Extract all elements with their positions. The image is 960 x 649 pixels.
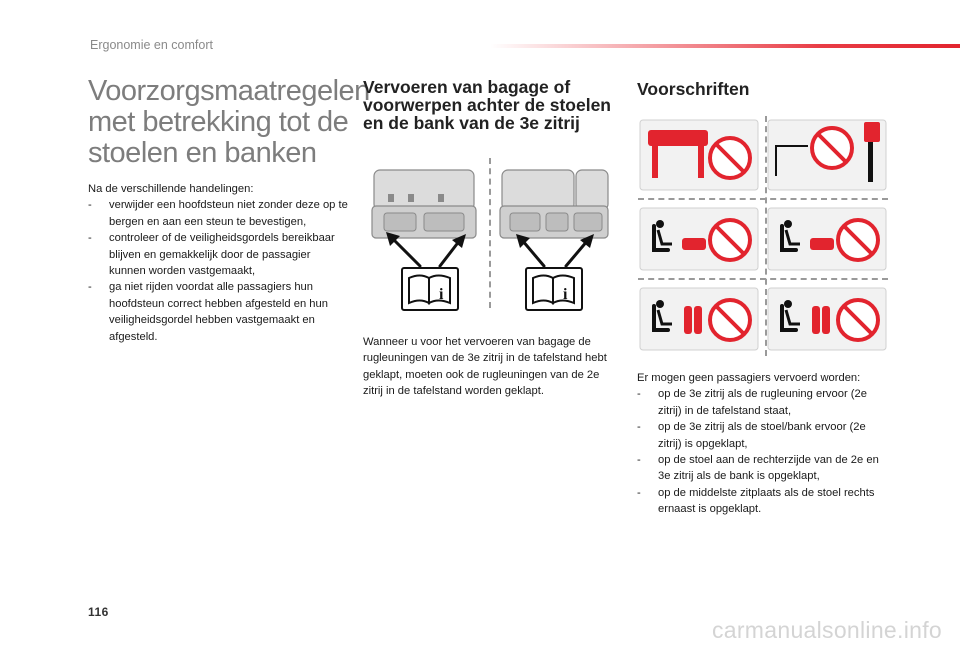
svg-text:i: i — [563, 286, 568, 303]
divider-dashed — [638, 198, 888, 200]
header-accent-line — [490, 44, 960, 48]
list-item: - op de 3e zitrij als de rugleuning ervoor (2e zitrij) in de tafelstand staat, — [637, 386, 887, 419]
rules-grid-illustration — [638, 116, 888, 356]
list-item: - ga niet rijden voordat alle passagiers hun hoofdsteun correct hebben afgesteld en hun veiligheidsgordel hebben vastgemaakt en afgesteld. — [88, 279, 350, 345]
seat-illustration-right — [500, 170, 608, 238]
svg-text:i: i — [439, 286, 444, 303]
divider-dashed — [638, 278, 888, 280]
rule-panel-3 — [640, 208, 758, 270]
book-info-icon — [402, 268, 458, 310]
list-item: - op de 3e zitrij als de stoel/bank ervoor (2e zitrij) is opgeklapt, — [637, 419, 887, 452]
list-item: - op de stoel aan de rechterzijde van de 2e en 3e zitrij als de bank is opgeklapt, — [637, 452, 887, 485]
list-item: - verwijder een hoofdsteun niet zonder deze op te bergen en aan een steun te bevestigen, — [88, 197, 350, 230]
section-title-rules: Voorschriften — [637, 79, 750, 99]
col1-body — [88, 181, 350, 345]
main-title: Voorzorgsmaatregelen met betrekking tot de stoelen en banken — [88, 75, 370, 169]
divider-dashed — [489, 158, 491, 308]
col1-intro: Na de verschillende handelingen: — [88, 183, 254, 195]
list-item: - controleer of de veiligheidsgordels bereikbaar blijven en gemakkelijk door de passagier kunnen worden vastgemaakt, — [88, 230, 350, 279]
col3-body — [637, 370, 887, 518]
running-header: Ergonomie en comfort — [90, 38, 213, 52]
rule-panel-2 — [768, 120, 886, 190]
rule-panel-5 — [640, 288, 758, 350]
col3-list — [637, 386, 887, 517]
page-number: 116 — [88, 605, 109, 619]
col1-list — [88, 197, 350, 345]
rule-panel-6 — [768, 288, 886, 350]
rule-panel-1 — [640, 120, 758, 190]
col3-intro: Er mogen geen passagiers vervoerd worden: — [637, 372, 861, 384]
rule-panel-4 — [768, 208, 886, 270]
seat-illustration-left — [372, 170, 476, 238]
col2-body: Wanneer u voor het vervoeren van bagage de rugleuningen van de 3e zitrij in de tafelstand hebt geklapt, moeten ook de rugleuningen van de 2e zitrij in de tafelstand worden geklapt. — [363, 336, 607, 398]
divider-dashed — [765, 116, 767, 356]
watermark: carmanualsonline.info — [711, 617, 942, 643]
book-info-icon — [526, 268, 582, 310]
list-item: - op de middelste zitplaats als de stoel rechts ernaast is opgeklapt. — [637, 485, 887, 518]
section-title-luggage: Vervoeren van bagage of voorwerpen achter de stoelen en de bank van de 3e zitrij — [363, 77, 611, 133]
